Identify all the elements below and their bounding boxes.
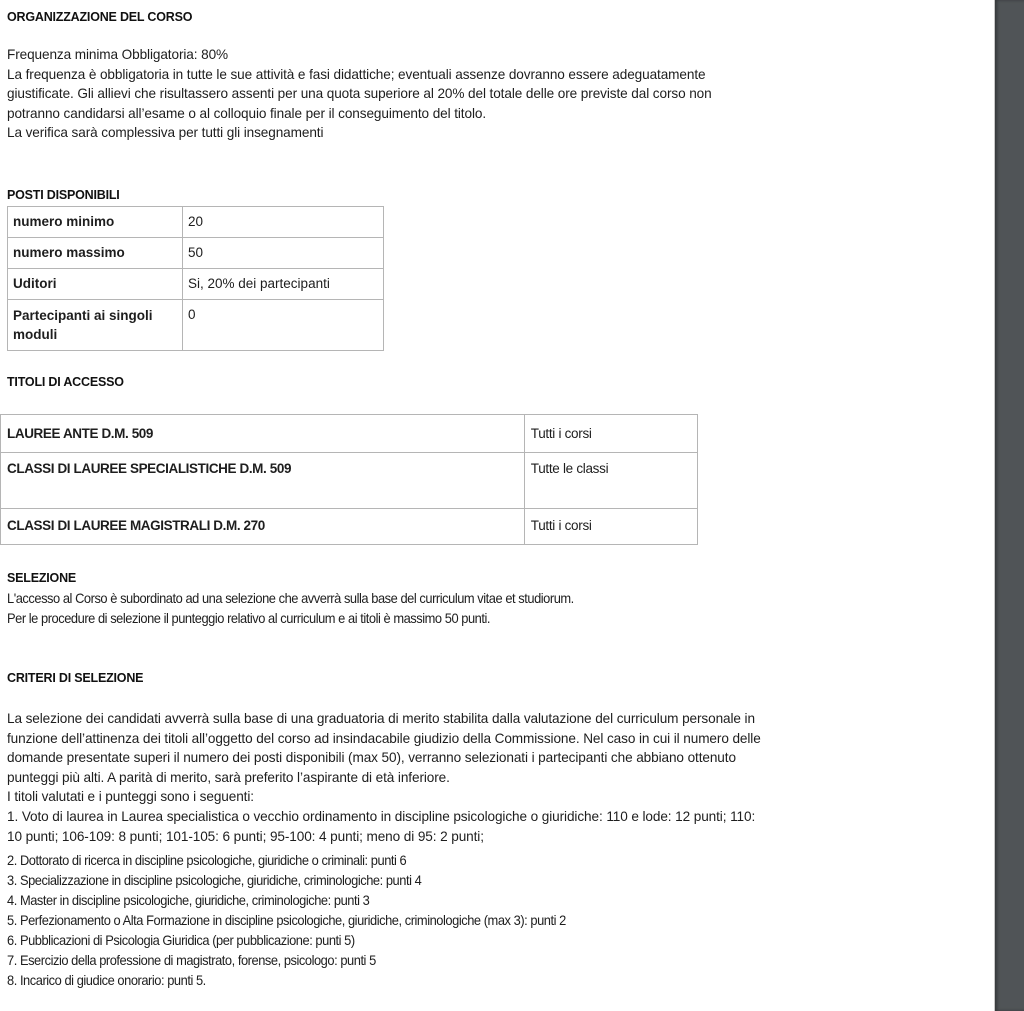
row-value: Si, 20% dei partecipanti [183, 269, 384, 300]
text-line: I titoli valutati e i punteggi sono i seguenti: [7, 789, 254, 805]
criteri-list [7, 850, 566, 990]
list-item: 4. Master in discipline psicologiche, giuridiche, criminologiche: punti 3 [7, 892, 370, 908]
table-row [8, 300, 384, 351]
row-value: 0 [183, 300, 384, 351]
list-item: 6. Pubblicazioni di Psicologia Giuridica (per pubblicazione: punti 5) [7, 932, 355, 948]
text-line: 1. Voto di laurea in Laurea specialistica o vecchio ordinamento in discipline psicologiche o giuridiche: 110 e lode: 12 punti; 110: [7, 808, 756, 824]
text-line: potranno candidarsi all’esame o al colloquio finale per il conseguimento del titolo. [7, 105, 487, 121]
row-label: CLASSI DI LAUREE SPECIALISTICHE D.M. 509 [1, 453, 525, 509]
list-item: 3. Specializzazione in discipline psicologiche, giuridiche, criminologiche: punti 4 [7, 872, 422, 888]
list-item: 2. Dottorato di ricerca in discipline psicologiche, giuridiche o criminali: punti 6 [7, 852, 407, 868]
text-line: domande presentate superi il numero dei posti disponibili (max 50), verranno selezionati i partecipanti che abbiano ottenuto [7, 750, 736, 766]
text-line: punteggi più alti. A parità di merito, sarà preferito l’aspirante di età inferiore. [7, 769, 450, 785]
row-value: Tutte le classi [524, 453, 697, 509]
section-heading-titoli: TITOLI DI ACCESSO [7, 375, 124, 389]
text-line: Per le procedure di selezione il punteggio relativo al curriculum e ai titoli è massimo 50 punti. [7, 610, 491, 626]
criteri-paragraph [7, 709, 761, 846]
list-item: 8. Incarico di giudice onorario: punti 5. [7, 972, 206, 988]
table-row [1, 453, 698, 509]
row-value: Tutti i corsi [524, 415, 697, 453]
posti-table [7, 206, 384, 351]
section-heading-posti: POSTI DISPONIBILI [7, 188, 120, 202]
row-value: Tutti i corsi [524, 509, 697, 545]
text-line: giustificate. Gli allievi che risultassero assenti per una quota superiore al 20% del totale delle ore previste dal corso non [7, 86, 712, 102]
row-label: LAUREE ANTE D.M. 509 [1, 415, 525, 453]
list-item: 5. Perfezionamento o Alta Formazione in discipline psicologiche, giuridiche, criminologiche (max 3): punti 2 [7, 912, 566, 928]
text-line: L'accesso al Corso è subordinato ad una selezione che avverrà sulla base del curriculum vitae et studiorum. [7, 590, 574, 606]
row-label: numero minimo [8, 207, 183, 238]
section-heading-organizzazione: ORGANIZZAZIONE DEL CORSO [7, 10, 193, 24]
titoli-table [0, 414, 698, 545]
table-row [8, 238, 384, 269]
text-line: La frequenza è obbligatoria in tutte le sue attività e fasi didattiche; eventuali assenze dovranno essere adeguatamente [7, 66, 706, 82]
list-item: 7. Esercizio della professione di magistrato, forense, psicologo: punti 5 [7, 952, 376, 968]
table-row [1, 415, 698, 453]
table-row [8, 269, 384, 300]
text-line: La verifica sarà complessiva per tutti gli insegnamenti [7, 125, 324, 141]
row-value: 50 [183, 238, 384, 269]
text-line: funzione dell’attinenza dei titoli all’oggetto del corso ad insindacabile giudizio della Commissione. Nel caso in cui il numero delle [7, 730, 761, 746]
row-label: Uditori [8, 269, 183, 300]
selezione-paragraph [7, 588, 574, 628]
table-row [1, 509, 698, 545]
row-label: CLASSI DI LAUREE MAGISTRALI D.M. 270 [1, 509, 525, 545]
text-line: 10 punti; 106-109: 8 punti; 101-105: 6 punti; 95-100: 4 punti; meno di 95: 2 punti; [7, 828, 484, 844]
organizzazione-paragraph [7, 45, 712, 143]
section-heading-criteri: CRITERI DI SELEZIONE [7, 671, 144, 685]
row-label: numero massimo [8, 238, 183, 269]
section-heading-selezione: SELEZIONE [7, 571, 77, 585]
row-value: 20 [183, 207, 384, 238]
row-label: Partecipanti ai singoli moduli [8, 300, 183, 351]
viewer-side-panel [994, 0, 1024, 1011]
table-row [8, 207, 384, 238]
text-line: Frequenza minima Obbligatoria: 80% [7, 47, 229, 62]
text-line: La selezione dei candidati avverrà sulla base di una graduatoria di merito stabilita dalla valutazione del curriculum personale in [7, 711, 755, 726]
